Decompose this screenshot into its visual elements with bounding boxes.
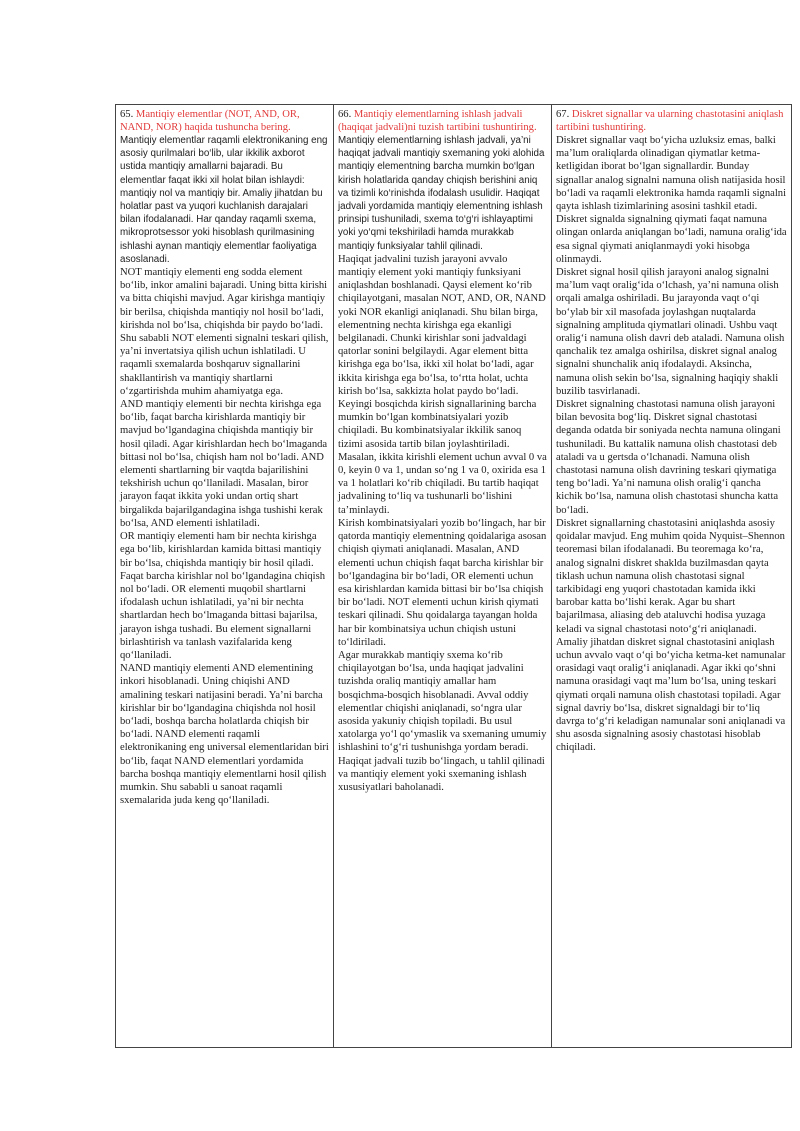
answer-paragraph: OR mantiqiy elementi ham bir nechta kirishga ega bo‘lib, kirishlardan kamida bittasi mantiqiy bir bo‘lsa, chiqishda mantiqiy bir hosil qiladi. Faqat barcha kirishlar nol bo‘lgandagina chiqish nol bo‘ladi. OR elementi muqobil shartlarni ifodalash uchun ishlatiladi, ya’ni bir nechta shartlardan hech bo‘lmaganda bittasi bajarilsa, jarayon ishga tushadi. Bu element signallarni birlashtirish va tanlash vazifalarida keng qo‘llaniladi. [120,531,326,661]
answer-paragraph: Mantiqiy elementlarning ishlash jadvali, ya’ni haqiqat jadvali mantiqiy sxemaning yoki alohida mantiqiy elementning barcha mumkin bo‘lgan kirish holatlarida qanday chiqish berishini aniq va tizimli ko‘rinishda ifodalash usulidir. Haqiqat jadvali yordamida mantiqiy elementning ishlash prinsipi tushuniladi, sxema to‘g‘ri ishlayaptimi yoki yo‘qmi tekshiriladi hamda murakkab mantiqiy funksiyalar tahlil qilinadi. [338,135,545,252]
question-title: Mantiqiy elementlarning ishlash jadvali (haqiqat jadvali)ni tuzish tartibini tushuntiring. [338,109,537,133]
answer-paragraph: AND mantiqiy elementi bir nechta kirishga ega bo‘lib, faqat barcha kirishlarda mantiqiy bir mavjud bo‘lgandagina chiqishda mantiqiy bir hosil qiladi. Agar kirishlardan hech bo‘lmaganda bittasi nol bo‘lsa, chiqish ham nol bo‘ladi. AND elementi shartlarning bir vaqtda bajarilishini tekshirish uchun qo‘llaniladi. Masalan, biror jarayon faqat ikkita yoki undan ortiq shart birgalikda bajarilgandagina ishga tushishi kerak bo‘lsa, AND elementi ishlatiladi. [120,399,328,529]
question-number: 67. [556,109,570,120]
answers-table [115,104,792,1048]
answer-paragraph: Haqiqat jadvali tuzib bo‘lingach, u tahlil qilinadi va mantiqiy element yoki sxemaning ishlash xususiyatlari baholanadi. [338,755,545,793]
table-row [116,105,792,1048]
answer-paragraph: Diskret signalning chastotasi namuna olish jarayoni bilan bevosita bog‘liq. Diskret signal chastotasi deganda odatda bir soniyada nechta namuna olingani tushuniladi. Bu kattalik namuna olish chastotasi deb ataladi va u gertsda o‘lchanadi. Namuna olish chastotasi namuna olish davrining teskari qiymatiga teng bo‘ladi. Ya’ni namuna olish oralig‘i qancha kichik bo‘lsa, namuna olish chastotasi shuncha katta bo‘ladi. [556,399,781,516]
answer-paragraph: Diskret signallarning chastotasini aniqlashda asosiy qoidalar mavjud. Eng muhim qoida Nyquist–Shennon teoremasi bilan ifodalanadi. Bu teoremaga ko‘ra, analog signalni diskret shaklda buzilmasdan qayta tiklash uchun namuna olish chastotasi signal tarkibidagi eng yuqori chastotadan kamida ikki barobar katta bo‘lishi kerak. Agar bu shart bajarilmasa, aliasing deb ataluvchi hodisa yuzaga keladi va signal chastotasi noto‘g‘ri aniqlanadi. [556,517,785,635]
question-title: Mantiqiy elementlar (NOT, AND, OR, NAND, NOR) haqida tushuncha bering. [120,109,300,133]
column-cell [116,105,334,1048]
question-number: 66. [338,109,352,120]
column-cell [552,105,792,1048]
question-number: 65. [120,109,134,120]
question-heading [338,108,547,134]
answer-paragraph: Keyingi bosqichda kirish signallarining barcha mumkin bo‘lgan kombinatsiyalari yozib chiqiladi. Bu kombinatsiyalar ikkilik sanoq tizimi asosida tartib bilan joylashtiriladi. Masalan, ikkita kirishli element uchun avval 0 va 0, keyin 0 va 1, undan so‘ng 1 va 0, oxirida esa 1 va 1 holatlari ko‘rib chiqiladi. Bu tartib haqiqat jadvalining to‘liq va tushunarli bo‘lishini ta’minlaydi. [338,399,547,516]
answer-paragraph: Diskret signallar vaqt bo‘yicha uzluksiz emas, balki ma’lum oraliqlarda olinadigan qiymatlar ketma-ketligidan iborat bo‘lgan signallardir. Bunday signallar analog signalni namuna olish natijasida hosil bo‘ladi va raqamli elektronika hamda raqamli signalni qayta ishlash tizimlarining asosini tashkil etadi. Diskret signalda signalning qiymati faqat namuna olingan onlarda aniqlangan bo‘ladi, namuna oralig‘ida esa signal qiymati aniqlanmaydi yoki hisobga olinmaydi. [556,135,787,265]
question-title: Diskret signallar va ularning chastotasini aniqlash tartibini tushuntiring. [556,109,784,133]
answer-paragraph: Diskret signal hosil qilish jarayoni analog signalni ma’lum vaqt oralig‘ida o‘lchash, ya’ni namuna olish orqali amalga oshiriladi. Bu jarayonda vaqt o‘qi bo‘ylab bir xil masofada joylashgan nuqtalarda signalning amplituda qiymatlari olinadi. Ushbu vaqt oralig‘i namuna olish davri deb ataladi. Namuna olish qanchalik tez amalga oshirilsa, diskret signal analog signalni shunchalik aniq ifodalaydi. Aksincha, namuna olish sekin bo‘lsa, signalning haqiqiy shakli buzilib tasvirlanadi. [556,267,785,397]
answer-paragraph: Amaliy jihatdan diskret signal chastotasini aniqlash uchun avvalo vaqt o‘qi bo‘yicha ketma-ket namunalar orasidagi vaqt oralig‘i aniqlanadi. Agar ikki qo‘shni namuna orasidagi vaqt ma’lum bo‘lsa, uning teskari qiymati orqali namuna olish chastotasi topiladi. Agar signal davriy bo‘lsa, diskret signaldagi bir to‘liq davrga to‘g‘ri keladigan namunalar soni aniqlanadi va shu asosda signalning asosiy chastotasi hisoblab chiqiladi. [556,636,786,754]
answer-paragraph: NAND mantiqiy elementi AND elementining inkori hisoblanadi. Uning chiqishi AND amalining teskari natijasini beradi. Ya’ni barcha kirishlar bir bo‘lgandagina chiqishda nol hosil bo‘ladi, boshqa barcha holatlarda chiqish bir bo‘ladi. NAND elementi raqamli elektronikaning eng universal elementlaridan biri bo‘lib, faqat NAND elementlari yordamida barcha boshqa mantiqiy elementlarni hosil qilish mumkin. Shu sababli u sanoat raqamli sxemalarida juda keng qo‘llaniladi. [120,663,329,807]
answer-paragraph: NOT mantiqiy elementi eng sodda element bo‘lib, inkor amalini bajaradi. Uning bitta kirishi va bitta chiqishi mavjud. Agar kirishga mantiqiy bir berilsa, chiqishda mantiqiy nol hosil bo‘ladi, kirishda nol bo‘lsa, chiqishda bir paydo bo‘ladi. Shu sababli NOT elementi signalni teskari qilish, ya’ni invertatsiya qilish uchun ishlatiladi. U raqamli sxemalarda boshqaruv signallarini shakllantirish va mantiqiy shartlarni o‘zgartirishda muhim ahamiyatga ega. [120,267,329,397]
question-heading [556,108,787,134]
question-heading [120,108,329,134]
answer-paragraph: Mantiqiy elementlar raqamli elektronikaning eng asosiy qurilmalari bo‘lib, ular ikkilik axborot ustida mantiqiy amallarni bajaradi. Bu elementlar faqat ikki xil holat bilan ishlaydi: mantiqiy nol va mantiqiy bir. Amaliy jihatdan bu holatlar past va yuqori kuchlanish darajalari bilan ifodalanadi. Har qanday raqamli sxema, mikroprotsessor yoki hisoblash qurilmasining ishlashi aynan mantiqiy elementlar faoliyatiga asoslanadi. [120,135,328,265]
answer-paragraph: Haqiqat jadvalini tuzish jarayoni avvalo mantiqiy element yoki mantiqiy funksiyani aniqlashdan boshlanadi. Qaysi element ko‘rib chiqilayotgani, masalan NOT, AND, OR, NAND yoki NOR ekanligi aniqlanadi. Shu bilan birga, elementning nechta kirishga ega ekanligi belgilanadi. Chunki kirishlar soni jadvaldagi qatorlar sonini belgilaydi. Agar element bitta kirishga ega bo‘lsa, ikki xil holat bo‘ladi, agar ikkita kirishga ega bo‘lsa, to‘rtta holat, uchta kirish bo‘lsa, sakkizta holat paydo bo‘ladi. [338,253,546,397]
answer-paragraph: Agar murakkab mantiqiy sxema ko‘rib chiqilayotgan bo‘lsa, unda haqiqat jadvalini tuzishda oraliq mantiqiy amallar ham bosqichma-bosqich hisoblanadi. Avval oddiy elementlar chiqishi aniqlanadi, so‘ngra ular asosida yakuniy chiqish topiladi. Bu usul xatolarga yo‘l qo‘ymaslik va sxemaning umumiy ishlashini to‘g‘ri tushunishga yordam beradi. [338,649,547,754]
column-cell [334,105,552,1048]
answer-paragraph: Kirish kombinatsiyalari yozib bo‘lingach, har bir qatorda mantiqiy elementning qoidalariga asosan chiqish qiymati aniqlanadi. Masalan, AND elementi uchun chiqish faqat barcha kirishlar bir bo‘lgandagina bir bo‘ladi, OR elementi uchun esa kirishlardan kamida bittasi bir bo‘lsa chiqish bir bo‘ladi. NOT elementi uchun kirish qiymati teskari qilinadi. Shu qoidalarga tayangan holda har bir kombinatsiya uchun chiqish ustuni to‘ldiriladi. [338,517,547,648]
